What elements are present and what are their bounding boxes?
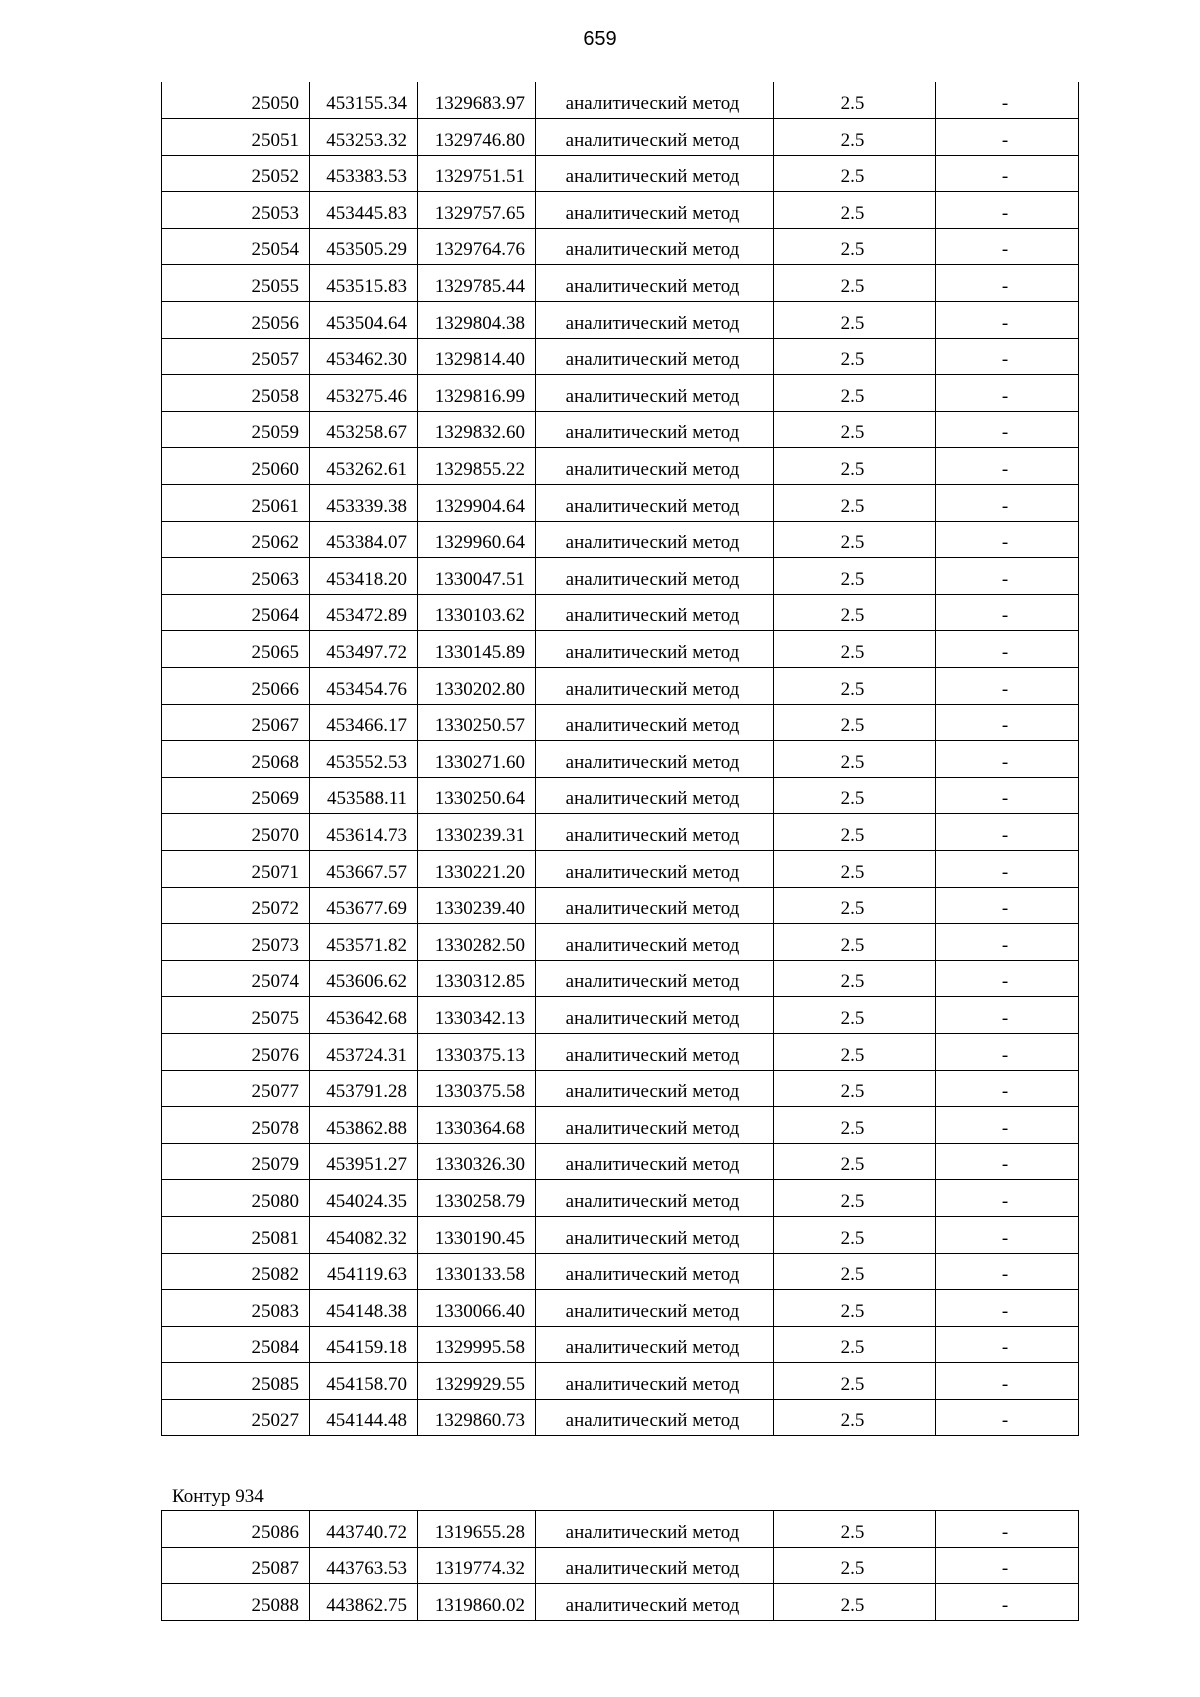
table-row xyxy=(162,1033,1079,1070)
x-coordinate-cell: 453253.32 xyxy=(310,119,418,156)
page-number: 659 xyxy=(583,28,617,50)
precision-cell: 2.5 xyxy=(774,594,936,631)
y-coordinate-cell: 1330047.51 xyxy=(418,558,536,595)
table-row xyxy=(162,265,1079,302)
note-cell: - xyxy=(936,448,1079,485)
note-cell: - xyxy=(936,192,1079,229)
x-coordinate-cell: 453384.07 xyxy=(310,521,418,558)
table-row xyxy=(162,302,1079,339)
x-coordinate-cell: 443740.72 xyxy=(310,1511,418,1548)
table-row xyxy=(162,448,1079,485)
table-row xyxy=(162,1180,1079,1217)
precision-cell: 2.5 xyxy=(774,777,936,814)
precision-cell: 2.5 xyxy=(774,1180,936,1217)
note-cell: - xyxy=(936,1033,1079,1070)
note-cell: - xyxy=(936,521,1079,558)
y-coordinate-cell: 1329860.73 xyxy=(418,1399,536,1436)
note-cell: - xyxy=(936,1584,1079,1621)
note-cell: - xyxy=(936,814,1079,851)
x-coordinate-cell: 453667.57 xyxy=(310,850,418,887)
x-coordinate-cell: 453504.64 xyxy=(310,302,418,339)
table-row xyxy=(162,375,1079,412)
y-coordinate-cell: 1330342.13 xyxy=(418,997,536,1034)
note-cell: - xyxy=(936,558,1079,595)
point-number-cell: 25055 xyxy=(162,265,310,302)
note-cell: - xyxy=(936,1547,1079,1584)
y-coordinate-cell: 1330250.57 xyxy=(418,704,536,741)
y-coordinate-cell: 1330375.13 xyxy=(418,1033,536,1070)
method-cell: аналитический метод xyxy=(536,375,774,412)
point-number-cell: 25069 xyxy=(162,777,310,814)
precision-cell: 2.5 xyxy=(774,668,936,705)
y-coordinate-cell: 1329904.64 xyxy=(418,485,536,522)
point-number-cell: 25027 xyxy=(162,1399,310,1436)
note-cell: - xyxy=(936,631,1079,668)
precision-cell: 2.5 xyxy=(774,1070,936,1107)
table-row xyxy=(162,521,1079,558)
table-row xyxy=(162,1216,1079,1253)
y-coordinate-cell: 1329995.58 xyxy=(418,1326,536,1363)
note-cell: - xyxy=(936,960,1079,997)
point-number-cell: 25062 xyxy=(162,521,310,558)
table-row xyxy=(162,1363,1079,1400)
precision-cell: 2.5 xyxy=(774,1143,936,1180)
x-coordinate-cell: 443763.53 xyxy=(310,1547,418,1584)
y-coordinate-cell: 1330133.58 xyxy=(418,1253,536,1290)
point-number-cell: 25076 xyxy=(162,1033,310,1070)
note-cell: - xyxy=(936,1326,1079,1363)
method-cell: аналитический метод xyxy=(536,668,774,705)
note-cell: - xyxy=(936,338,1079,375)
method-cell: аналитический метод xyxy=(536,1584,774,1621)
table-row xyxy=(162,338,1079,375)
point-number-cell: 25050 xyxy=(162,82,310,119)
point-number-cell: 25057 xyxy=(162,338,310,375)
precision-cell: 2.5 xyxy=(774,82,936,119)
point-number-cell: 25080 xyxy=(162,1180,310,1217)
y-coordinate-cell: 1330190.45 xyxy=(418,1216,536,1253)
precision-cell: 2.5 xyxy=(774,887,936,924)
precision-cell: 2.5 xyxy=(774,631,936,668)
method-cell: аналитический метод xyxy=(536,960,774,997)
note-cell: - xyxy=(936,668,1079,705)
method-cell: аналитический метод xyxy=(536,1070,774,1107)
point-number-cell: 25070 xyxy=(162,814,310,851)
table-row xyxy=(162,668,1079,705)
method-cell: аналитический метод xyxy=(536,887,774,924)
table-row xyxy=(162,1290,1079,1327)
point-number-cell: 25087 xyxy=(162,1547,310,1584)
point-number-cell: 25051 xyxy=(162,119,310,156)
y-coordinate-cell: 1330312.85 xyxy=(418,960,536,997)
table-row xyxy=(162,594,1079,631)
precision-cell: 2.5 xyxy=(774,997,936,1034)
x-coordinate-cell: 443862.75 xyxy=(310,1584,418,1621)
point-number-cell: 25067 xyxy=(162,704,310,741)
point-number-cell: 25084 xyxy=(162,1326,310,1363)
point-number-cell: 25083 xyxy=(162,1290,310,1327)
table-row xyxy=(162,1511,1079,1548)
precision-cell: 2.5 xyxy=(774,1399,936,1436)
table-row xyxy=(162,814,1079,851)
note-cell: - xyxy=(936,1216,1079,1253)
precision-cell: 2.5 xyxy=(774,1033,936,1070)
x-coordinate-cell: 453155.34 xyxy=(310,82,418,119)
y-coordinate-cell: 1329960.64 xyxy=(418,521,536,558)
precision-cell: 2.5 xyxy=(774,155,936,192)
point-number-cell: 25065 xyxy=(162,631,310,668)
precision-cell: 2.5 xyxy=(774,1216,936,1253)
table-row xyxy=(162,411,1079,448)
point-number-cell: 25072 xyxy=(162,887,310,924)
point-number-cell: 25079 xyxy=(162,1143,310,1180)
x-coordinate-cell: 453791.28 xyxy=(310,1070,418,1107)
y-coordinate-cell: 1329814.40 xyxy=(418,338,536,375)
method-cell: аналитический метод xyxy=(536,1326,774,1363)
point-number-cell: 25052 xyxy=(162,155,310,192)
note-cell: - xyxy=(936,119,1079,156)
note-cell: - xyxy=(936,1399,1079,1436)
y-coordinate-cell: 1330066.40 xyxy=(418,1290,536,1327)
point-number-cell: 25063 xyxy=(162,558,310,595)
x-coordinate-cell: 453588.11 xyxy=(310,777,418,814)
note-cell: - xyxy=(936,155,1079,192)
x-coordinate-cell: 453462.30 xyxy=(310,338,418,375)
table-row xyxy=(162,704,1079,741)
y-coordinate-cell: 1329757.65 xyxy=(418,192,536,229)
y-coordinate-cell: 1329764.76 xyxy=(418,228,536,265)
precision-cell: 2.5 xyxy=(774,960,936,997)
x-coordinate-cell: 453862.88 xyxy=(310,1107,418,1144)
precision-cell: 2.5 xyxy=(774,375,936,412)
table-row xyxy=(162,1253,1079,1290)
precision-cell: 2.5 xyxy=(774,338,936,375)
y-coordinate-cell: 1330103.62 xyxy=(418,594,536,631)
precision-cell: 2.5 xyxy=(774,1253,936,1290)
table-row xyxy=(162,1547,1079,1584)
table-row xyxy=(162,1399,1079,1436)
method-cell: аналитический метод xyxy=(536,155,774,192)
method-cell: аналитический метод xyxy=(536,119,774,156)
method-cell: аналитический метод xyxy=(536,521,774,558)
precision-cell: 2.5 xyxy=(774,228,936,265)
x-coordinate-cell: 454144.48 xyxy=(310,1399,418,1436)
contour-label: Контур 934 xyxy=(172,1486,264,1507)
method-cell: аналитический метод xyxy=(536,1107,774,1144)
y-coordinate-cell: 1330202.80 xyxy=(418,668,536,705)
table-row xyxy=(162,485,1079,522)
point-number-cell: 25058 xyxy=(162,375,310,412)
point-number-cell: 25078 xyxy=(162,1107,310,1144)
method-cell: аналитический метод xyxy=(536,228,774,265)
x-coordinate-cell: 453571.82 xyxy=(310,924,418,961)
precision-cell: 2.5 xyxy=(774,814,936,851)
note-cell: - xyxy=(936,485,1079,522)
note-cell: - xyxy=(936,411,1079,448)
y-coordinate-cell: 1319860.02 xyxy=(418,1584,536,1621)
y-coordinate-cell: 1329855.22 xyxy=(418,448,536,485)
method-cell: аналитический метод xyxy=(536,814,774,851)
y-coordinate-cell: 1329816.99 xyxy=(418,375,536,412)
method-cell: аналитический метод xyxy=(536,1511,774,1548)
x-coordinate-cell: 453383.53 xyxy=(310,155,418,192)
method-cell: аналитический метод xyxy=(536,338,774,375)
point-number-cell: 25068 xyxy=(162,741,310,778)
y-coordinate-cell: 1329751.51 xyxy=(418,155,536,192)
precision-cell: 2.5 xyxy=(774,265,936,302)
point-number-cell: 25085 xyxy=(162,1363,310,1400)
method-cell: аналитический метод xyxy=(536,594,774,631)
x-coordinate-cell: 453418.20 xyxy=(310,558,418,595)
table-row xyxy=(162,192,1079,229)
table-row xyxy=(162,850,1079,887)
method-cell: аналитический метод xyxy=(536,704,774,741)
table-row xyxy=(162,924,1079,961)
method-cell: аналитический метод xyxy=(536,1216,774,1253)
point-number-cell: 25054 xyxy=(162,228,310,265)
point-number-cell: 25064 xyxy=(162,594,310,631)
precision-cell: 2.5 xyxy=(774,1290,936,1327)
x-coordinate-cell: 453606.62 xyxy=(310,960,418,997)
precision-cell: 2.5 xyxy=(774,1511,936,1548)
method-cell: аналитический метод xyxy=(536,850,774,887)
precision-cell: 2.5 xyxy=(774,850,936,887)
y-coordinate-cell: 1330258.79 xyxy=(418,1180,536,1217)
precision-cell: 2.5 xyxy=(774,521,936,558)
note-cell: - xyxy=(936,375,1079,412)
x-coordinate-cell: 453497.72 xyxy=(310,631,418,668)
point-number-cell: 25081 xyxy=(162,1216,310,1253)
point-number-cell: 25073 xyxy=(162,924,310,961)
y-coordinate-cell: 1329746.80 xyxy=(418,119,536,156)
note-cell: - xyxy=(936,741,1079,778)
x-coordinate-cell: 453472.89 xyxy=(310,594,418,631)
precision-cell: 2.5 xyxy=(774,411,936,448)
point-number-cell: 25075 xyxy=(162,997,310,1034)
x-coordinate-cell: 453454.76 xyxy=(310,668,418,705)
point-number-cell: 25086 xyxy=(162,1511,310,1548)
precision-cell: 2.5 xyxy=(774,704,936,741)
method-cell: аналитический метод xyxy=(536,1290,774,1327)
table-row xyxy=(162,887,1079,924)
precision-cell: 2.5 xyxy=(774,1584,936,1621)
point-number-cell: 25053 xyxy=(162,192,310,229)
method-cell: аналитический метод xyxy=(536,411,774,448)
x-coordinate-cell: 454159.18 xyxy=(310,1326,418,1363)
table-row xyxy=(162,119,1079,156)
precision-cell: 2.5 xyxy=(774,1107,936,1144)
method-cell: аналитический метод xyxy=(536,485,774,522)
precision-cell: 2.5 xyxy=(774,741,936,778)
note-cell: - xyxy=(936,82,1079,119)
table-row xyxy=(162,960,1079,997)
precision-cell: 2.5 xyxy=(774,558,936,595)
method-cell: аналитический метод xyxy=(536,448,774,485)
note-cell: - xyxy=(936,228,1079,265)
x-coordinate-cell: 453515.83 xyxy=(310,265,418,302)
note-cell: - xyxy=(936,1290,1079,1327)
x-coordinate-cell: 453258.67 xyxy=(310,411,418,448)
y-coordinate-cell: 1329785.44 xyxy=(418,265,536,302)
precision-cell: 2.5 xyxy=(774,192,936,229)
method-cell: аналитический метод xyxy=(536,1033,774,1070)
method-cell: аналитический метод xyxy=(536,631,774,668)
note-cell: - xyxy=(936,924,1079,961)
method-cell: аналитический метод xyxy=(536,1399,774,1436)
y-coordinate-cell: 1329683.97 xyxy=(418,82,536,119)
note-cell: - xyxy=(936,777,1079,814)
y-coordinate-cell: 1329929.55 xyxy=(418,1363,536,1400)
note-cell: - xyxy=(936,997,1079,1034)
table-row xyxy=(162,741,1079,778)
precision-cell: 2.5 xyxy=(774,119,936,156)
note-cell: - xyxy=(936,1180,1079,1217)
coordinates-table-body xyxy=(162,82,1079,1436)
x-coordinate-cell: 453614.73 xyxy=(310,814,418,851)
y-coordinate-cell: 1330221.20 xyxy=(418,850,536,887)
table-row xyxy=(162,1326,1079,1363)
method-cell: аналитический метод xyxy=(536,1253,774,1290)
method-cell: аналитический метод xyxy=(536,924,774,961)
x-coordinate-cell: 454082.32 xyxy=(310,1216,418,1253)
method-cell: аналитический метод xyxy=(536,997,774,1034)
point-number-cell: 25056 xyxy=(162,302,310,339)
method-cell: аналитический метод xyxy=(536,1547,774,1584)
method-cell: аналитический метод xyxy=(536,777,774,814)
point-number-cell: 25066 xyxy=(162,668,310,705)
x-coordinate-cell: 453552.53 xyxy=(310,741,418,778)
x-coordinate-cell: 454158.70 xyxy=(310,1363,418,1400)
x-coordinate-cell: 453445.83 xyxy=(310,192,418,229)
note-cell: - xyxy=(936,704,1079,741)
y-coordinate-cell: 1330375.58 xyxy=(418,1070,536,1107)
precision-cell: 2.5 xyxy=(774,1363,936,1400)
x-coordinate-cell: 453677.69 xyxy=(310,887,418,924)
y-coordinate-cell: 1330364.68 xyxy=(418,1107,536,1144)
table-row xyxy=(162,997,1079,1034)
precision-cell: 2.5 xyxy=(774,1547,936,1584)
x-coordinate-cell: 453951.27 xyxy=(310,1143,418,1180)
point-number-cell: 25071 xyxy=(162,850,310,887)
note-cell: - xyxy=(936,1070,1079,1107)
y-coordinate-cell: 1330145.89 xyxy=(418,631,536,668)
note-cell: - xyxy=(936,1143,1079,1180)
x-coordinate-cell: 453642.68 xyxy=(310,997,418,1034)
y-coordinate-cell: 1330239.31 xyxy=(418,814,536,851)
x-coordinate-cell: 453505.29 xyxy=(310,228,418,265)
point-number-cell: 25059 xyxy=(162,411,310,448)
note-cell: - xyxy=(936,1363,1079,1400)
method-cell: аналитический метод xyxy=(536,302,774,339)
y-coordinate-cell: 1330326.30 xyxy=(418,1143,536,1180)
point-number-cell: 25088 xyxy=(162,1584,310,1621)
point-number-cell: 25061 xyxy=(162,485,310,522)
precision-cell: 2.5 xyxy=(774,448,936,485)
method-cell: аналитический метод xyxy=(536,192,774,229)
note-cell: - xyxy=(936,265,1079,302)
y-coordinate-cell: 1330271.60 xyxy=(418,741,536,778)
x-coordinate-cell: 454024.35 xyxy=(310,1180,418,1217)
point-number-cell: 25082 xyxy=(162,1253,310,1290)
table-row xyxy=(162,82,1079,119)
note-cell: - xyxy=(936,1511,1079,1548)
note-cell: - xyxy=(936,887,1079,924)
table-row xyxy=(162,1070,1079,1107)
table-row xyxy=(162,1143,1079,1180)
method-cell: аналитический метод xyxy=(536,1180,774,1217)
y-coordinate-cell: 1330250.64 xyxy=(418,777,536,814)
y-coordinate-cell: 1329832.60 xyxy=(418,411,536,448)
x-coordinate-cell: 453275.46 xyxy=(310,375,418,412)
table-row xyxy=(162,777,1079,814)
x-coordinate-cell: 453466.17 xyxy=(310,704,418,741)
precision-cell: 2.5 xyxy=(774,302,936,339)
point-number-cell: 25077 xyxy=(162,1070,310,1107)
method-cell: аналитический метод xyxy=(536,558,774,595)
y-coordinate-cell: 1319774.32 xyxy=(418,1547,536,1584)
note-cell: - xyxy=(936,1107,1079,1144)
y-coordinate-cell: 1330282.50 xyxy=(418,924,536,961)
table-row xyxy=(162,1584,1079,1621)
precision-cell: 2.5 xyxy=(774,924,936,961)
coordinates-table xyxy=(161,82,1079,1436)
x-coordinate-cell: 454119.63 xyxy=(310,1253,418,1290)
contour-table-body xyxy=(162,1511,1079,1621)
note-cell: - xyxy=(936,594,1079,631)
note-cell: - xyxy=(936,302,1079,339)
precision-cell: 2.5 xyxy=(774,485,936,522)
table-row xyxy=(162,228,1079,265)
method-cell: аналитический метод xyxy=(536,1363,774,1400)
method-cell: аналитический метод xyxy=(536,1143,774,1180)
method-cell: аналитический метод xyxy=(536,741,774,778)
y-coordinate-cell: 1319655.28 xyxy=(418,1511,536,1548)
x-coordinate-cell: 453262.61 xyxy=(310,448,418,485)
precision-cell: 2.5 xyxy=(774,1326,936,1363)
y-coordinate-cell: 1329804.38 xyxy=(418,302,536,339)
method-cell: аналитический метод xyxy=(536,82,774,119)
table-row xyxy=(162,631,1079,668)
note-cell: - xyxy=(936,1253,1079,1290)
method-cell: аналитический метод xyxy=(536,265,774,302)
x-coordinate-cell: 454148.38 xyxy=(310,1290,418,1327)
table-row xyxy=(162,558,1079,595)
x-coordinate-cell: 453339.38 xyxy=(310,485,418,522)
note-cell: - xyxy=(936,850,1079,887)
x-coordinate-cell: 453724.31 xyxy=(310,1033,418,1070)
table-row xyxy=(162,1107,1079,1144)
point-number-cell: 25074 xyxy=(162,960,310,997)
point-number-cell: 25060 xyxy=(162,448,310,485)
y-coordinate-cell: 1330239.40 xyxy=(418,887,536,924)
table-row xyxy=(162,155,1079,192)
contour-table xyxy=(161,1510,1079,1621)
